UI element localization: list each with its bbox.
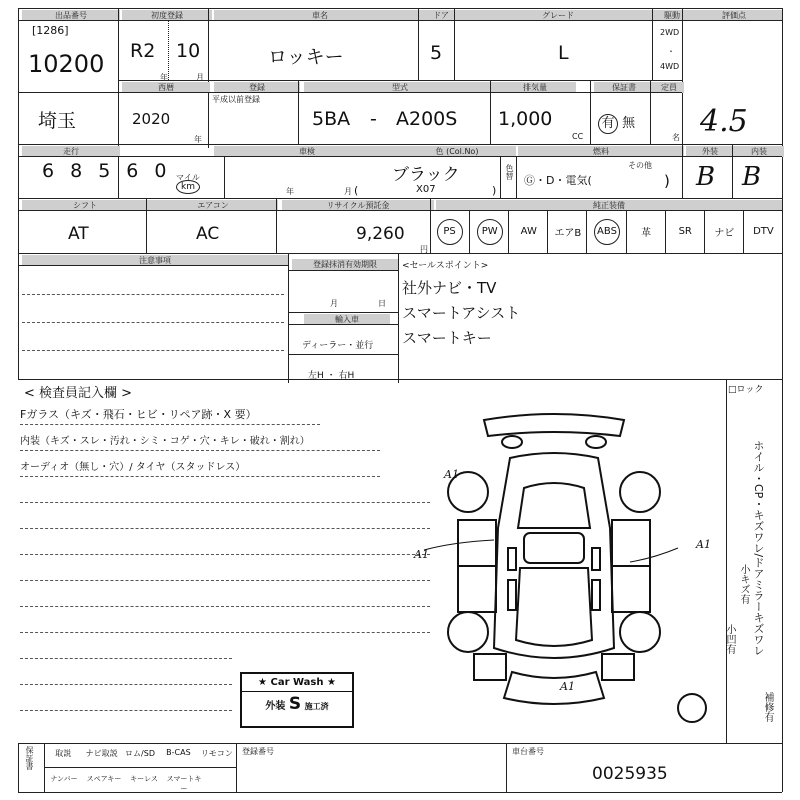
chassis-label: 車台番号 [512, 747, 544, 756]
label-first-reg: 初度登録 [122, 10, 212, 21]
fuel-close: ) [664, 172, 670, 190]
car-name: ロッキー [268, 46, 344, 68]
label-shift: シフト [22, 200, 148, 211]
label-notes: 注意事項 [22, 255, 288, 266]
mileage-digit: 8 [70, 160, 99, 182]
inspector-line [20, 502, 430, 503]
first-reg-note: 平成以前登録 [212, 95, 260, 104]
model-prefix: 5BA [312, 108, 351, 130]
label-sales-point: <セールスポイント> [402, 261, 489, 271]
right-border [782, 8, 783, 792]
row-divider [18, 198, 782, 199]
inspection-year-mark: 年 [286, 187, 294, 196]
left-handle [508, 580, 516, 610]
right-notes-extra-1: 小キズ有 [738, 564, 749, 604]
shift-value: AT [68, 224, 89, 244]
col-divider [224, 156, 225, 198]
equipment-label: PW [477, 219, 503, 245]
footer-item: ナビ取説 [85, 749, 118, 758]
roof [524, 533, 584, 563]
mileage-digit: 0 [154, 160, 183, 182]
inspector-line [20, 424, 320, 425]
reg-expiry-month: 月 [330, 299, 338, 308]
col-divider [516, 156, 517, 198]
wheel-front-right [620, 612, 660, 652]
color-name: ブラック [392, 165, 460, 185]
col-divider [590, 80, 591, 144]
row-divider [18, 144, 782, 145]
col-divider [500, 156, 501, 198]
inspector-line [20, 580, 430, 581]
left-border [18, 743, 19, 792]
right-handle [592, 580, 600, 610]
row-divider [118, 80, 682, 81]
inspector-line-glass: Fガラス（キズ・飛石・ヒビ・リペア跡・X 要） [20, 408, 257, 421]
label-grade: グレード [458, 10, 658, 21]
label-car-name: 車名 [214, 10, 426, 21]
mileage-unit-top: マイル [176, 173, 200, 182]
col-divider [652, 8, 653, 80]
equipment-item [586, 210, 626, 253]
equipment-label: エアB [554, 228, 582, 239]
row-divider [44, 767, 236, 768]
row-divider [18, 379, 782, 380]
note-line [22, 322, 284, 323]
equipment-item [469, 210, 509, 253]
sales-points [402, 276, 520, 351]
right-notes-extra-2: 小凹有 [724, 624, 735, 654]
footer-item: キーレス [130, 775, 158, 783]
inspector-line [20, 710, 232, 711]
document-sheet [18, 8, 782, 792]
exterior-grade: B [696, 162, 716, 192]
col-divider [168, 20, 169, 80]
row-divider [18, 253, 782, 254]
row-divider [18, 743, 782, 744]
rear-light-left [502, 436, 522, 448]
col-divider [650, 80, 651, 144]
western-year: 2020 [132, 110, 171, 128]
aircon-value: AC [196, 224, 220, 244]
mark-rear: A1 [560, 680, 575, 693]
label-import: 輸入車 [304, 314, 390, 325]
fuel-other: その他 [628, 161, 652, 170]
label-exterior: 外装 [686, 146, 734, 157]
col-divider [682, 144, 683, 198]
footer-item: スペアキー [86, 775, 122, 783]
equipment-row [430, 210, 782, 253]
col-divider [398, 253, 399, 383]
note-line [22, 294, 284, 295]
right-mirror [592, 548, 600, 570]
warranty-yes: 有 [598, 114, 618, 134]
footer-item: B-CAS [166, 748, 191, 757]
inspector-line [20, 684, 232, 685]
sales-point-item: 社外ナビ・TV [402, 279, 497, 297]
equipment-item [508, 210, 548, 253]
col-divider [732, 144, 733, 198]
wheel-front-left [448, 612, 488, 652]
car-wash-suffix: 施工済 [304, 702, 329, 711]
row-divider [18, 265, 288, 266]
first-reg-month-mark: 月 [196, 73, 204, 82]
equipment-label: 革 [641, 228, 652, 239]
label-score: 評価点 [686, 10, 782, 21]
inspector-line [20, 554, 430, 555]
label-warranty: 保証書 [594, 82, 654, 93]
col-divider [418, 8, 419, 80]
mark-front-left: A1 [444, 468, 459, 481]
inspector-line-interior: 内装（キズ・スレ・汚れ・シミ・コゲ・穴・キレ・破れ・割れ） [20, 436, 310, 447]
equipment-label: AW [520, 226, 537, 237]
capacity-unit: 名 [672, 133, 680, 142]
displacement-value: 1,000 [498, 108, 553, 130]
label-fuel: 燃料 [518, 146, 684, 157]
warranty-options [598, 112, 635, 134]
chassis-number: 0025935 [592, 764, 668, 784]
equipment-item [665, 210, 705, 253]
right-notes-extra-3: 補修有 [762, 692, 773, 722]
drive-2wd: 2WD [660, 28, 680, 37]
equipment-item [704, 210, 744, 253]
row-divider [288, 354, 398, 355]
label-model: 型式 [304, 82, 496, 93]
equipment-item [430, 210, 469, 253]
recycle-amount: 9,260 [356, 224, 405, 244]
sales-point-item: スマートアシスト [402, 304, 521, 322]
model-code: A200S [396, 108, 458, 130]
score-value: 4.5 [700, 104, 748, 139]
equipment-item [743, 210, 783, 253]
label-recycle: リサイクル預託金 [282, 200, 434, 211]
footer-items-top [44, 748, 236, 759]
interior-grade: B [742, 162, 762, 192]
row-divider [288, 270, 398, 271]
mileage-digit: 6 [42, 160, 71, 182]
footer-item: ナンバー [50, 775, 78, 783]
row-divider [288, 324, 398, 325]
car-diagram [414, 408, 711, 718]
left-border [18, 8, 19, 253]
car-wash-body [242, 691, 352, 714]
car-wash-grade: S [288, 694, 302, 714]
equipment-label: ナビ [714, 228, 735, 239]
recycle-unit: 円 [420, 245, 428, 254]
right-notes-line: ホイル・CP・キズワレ/ドアミラーキズワレ [752, 440, 765, 657]
reg-expiry-day: 日 [378, 299, 386, 308]
mark-right-side: A1 [696, 538, 711, 551]
row-divider [18, 92, 118, 93]
top-border [18, 8, 782, 9]
reg-number-label: 登録番号 [242, 747, 274, 756]
label-mileage: 走行 [22, 146, 120, 157]
equipment-label: PS [437, 219, 463, 245]
first-reg-month: 10 [176, 40, 201, 62]
fuel-options: Ⓖ・D・電気( [524, 174, 592, 187]
car-wash-label: 外装 [265, 701, 286, 712]
col-divider [506, 743, 507, 792]
equipment-label: DTV [753, 226, 774, 237]
label-wheel-lock: □ロック [728, 385, 764, 395]
import-steering: 左H ・ 右H [308, 371, 355, 381]
footer-item: スマートキー [166, 775, 202, 793]
warranty-no: 無 [622, 116, 636, 131]
label-color: 色 (Col.No) [398, 146, 516, 157]
label-inspection: 車検 [214, 146, 400, 157]
footer-item: 取説 [55, 749, 72, 758]
prefecture: 埼玉 [38, 110, 77, 132]
footer-side-label: 保証書 [25, 746, 34, 770]
color-code: X07 [416, 184, 436, 195]
equipment-item [547, 210, 587, 253]
footer-item: ロム/SD [125, 749, 155, 758]
row-divider [18, 20, 782, 21]
label-aircon: エアコン [148, 200, 278, 211]
first-reg-era: R2 [130, 40, 156, 62]
col-divider [726, 379, 727, 743]
inspector-line-audio: オーディオ（無し・穴）/ タイヤ（スタッドレス） [20, 462, 246, 473]
sales-point-item: スマートキー [402, 329, 492, 347]
inspector-heading: < 検査員記入欄 > [24, 386, 133, 401]
footer-items-bottom [44, 774, 204, 794]
rear-bumper-shape [484, 414, 624, 436]
label-reg-expiry: 登録抹消有効期限 [292, 259, 398, 270]
note-line [22, 350, 284, 351]
inspection-month-mark: 月 [344, 187, 352, 196]
mark-left-side: A1 [414, 548, 429, 561]
mileage-digit: 6 [126, 160, 155, 182]
label-drive: 駆動 [656, 10, 688, 21]
label-equipment: 純正装備 [436, 200, 782, 211]
rear-window [518, 483, 590, 528]
inspector-line [20, 476, 380, 477]
front-left-fender [474, 654, 506, 680]
col-divider [454, 8, 455, 80]
wheel-rear-right [620, 472, 660, 512]
color-paren-close: ) [492, 184, 497, 197]
color-change-label: 色替 [505, 164, 514, 180]
row-divider [288, 312, 398, 313]
grade-value: L [558, 42, 569, 64]
col-divider [682, 8, 683, 144]
label-displacement: 排気量 [494, 82, 576, 93]
equipment-label: ABS [594, 219, 620, 245]
col-divider [490, 80, 491, 144]
label-capacity: 定員 [654, 82, 684, 93]
inspector-line [20, 658, 232, 659]
rear-light-right [586, 436, 606, 448]
front-bumper-shape [504, 672, 604, 704]
inspector-line [20, 528, 430, 529]
mileage-digits [42, 160, 182, 182]
equipment-label: SR [678, 226, 692, 237]
front-window [516, 568, 592, 646]
spare-wheel [678, 694, 706, 722]
drive-dot: ・ [667, 47, 675, 56]
color-paren-open: ( [354, 184, 359, 197]
wheel-lock-label: ロック [736, 385, 764, 395]
mileage-digit: 5 [98, 160, 127, 182]
inspector-line [20, 606, 430, 607]
equipment-item [626, 210, 666, 253]
mileage-unit: km [176, 180, 200, 194]
lot-number: 10200 [28, 50, 105, 78]
model-dash: - [370, 108, 377, 130]
label-interior: 内装 [734, 146, 784, 157]
displacement-unit: CC [572, 132, 584, 141]
label-lot-no: 出品番号 [22, 10, 120, 21]
car-wash-title: ★ Car Wash ★ [258, 677, 336, 688]
doors-value: 5 [430, 42, 443, 64]
label-reg-area: 登録 [214, 82, 300, 93]
col-divider [298, 80, 299, 144]
inspector-line [20, 450, 380, 451]
first-reg-year-mark: 年 [160, 73, 168, 82]
footer-item: リモコン [200, 749, 233, 758]
col-divider [208, 8, 209, 148]
col-divider [236, 743, 237, 792]
col-divider [288, 253, 289, 383]
western-year-mark: 年 [194, 135, 202, 144]
left-border [18, 253, 19, 379]
left-mirror [508, 548, 516, 570]
front-right-fender [602, 654, 634, 680]
lot-code: [1286] [32, 24, 69, 37]
drive-4wd: 4WD [660, 62, 680, 71]
import-dealer: ディーラー・並行 [302, 341, 374, 351]
row-divider [18, 156, 782, 157]
label-western-year: 西暦 [122, 82, 210, 93]
row-divider [118, 92, 682, 93]
inspector-line [20, 632, 430, 633]
car-wash-stamp [240, 672, 354, 728]
col-divider [146, 198, 147, 253]
label-doors: ドア [422, 10, 460, 21]
col-divider [276, 198, 277, 253]
